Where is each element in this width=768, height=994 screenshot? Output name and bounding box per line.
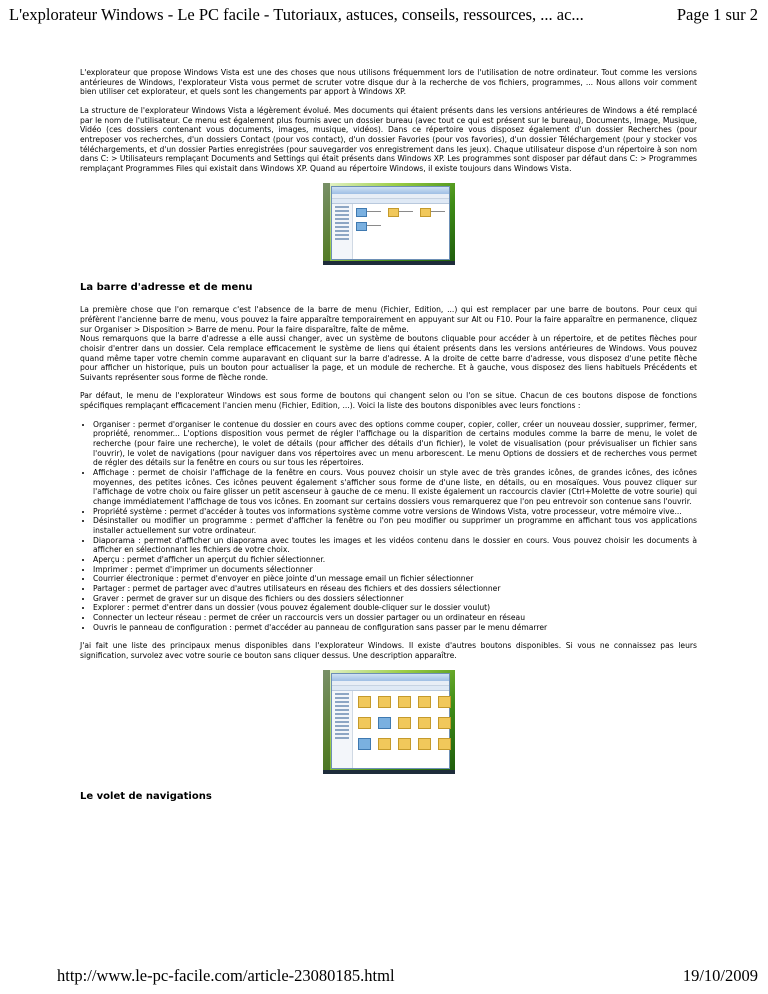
page-title: L'explorateur Windows - Le PC facile - Tutoriaux, astuces, conseils, ressources, ... ac...	[9, 5, 584, 24]
buttons-list	[80, 420, 697, 632]
list-item: • Imprimer : permet d'imprimer un documents sélectionner	[93, 565, 697, 575]
list-item: • Explorer : permet d'entrer dans un dossier (vous pouvez également double-cliquer sur le dossier voulut)	[93, 603, 697, 613]
print-header	[0, 0, 768, 28]
intro-paragraph-1: L'explorateur que propose Windows Vista est une des choses que nous utilisons fréquemment lors de l'utilisation de notre ordinateur. Tout comme les versions antérieures de Windows, l'explorateur Vista vous permet de scruter votre disque dur à la recherche de vos fichiers, programmes, ... Nous allons voir comment bien utiliser cet explorateur, et quels sont les changements par apport à Windows XP.	[80, 68, 697, 97]
list-item: • Propriété système : permet d'accéder à toutes vos informations système comme votre versions de Windows Vista, votre processeur, votre mémoire vive...	[93, 507, 697, 517]
intro-paragraph-2: La structure de l'explorateur Windows Vista a légèrement évolué. Mes documents qui étaient présents dans les versions antérieures de Windows a été remplacé par le nom de l'utilisateur. Ce menu est également plus fournis avec un dossier bureau (avec tout ce qui est présent sur le bureau), Documents, Image, Musique, Vidéo (ces dossiers contenant vous documents, images, musique, vidéos). Dans ce répertoire vous disposez également d'un dossier Recherches (pour entreposer vos recherches, d'un dossiers Contact (pour vos contact), d'un dossier Favories (pour vos favories), d'un dossier Téléchargement (pour y stocker vos téléchargements, et d'un dossier Parties enregistrées (pour sauvegarder vos enregistrement dans les jeux). Chaque utilisateur dispose d'un répertoire à son nom dans C: > Utilisateurs remplaçant Documents and Settings qui était présents dans Windows XP. Les programmes sont disposer par défaut dans C: > Programmes remplaçant Programmes Files qui existait dans Windows XP. Quand au répertoire Windows, il existe toujours dans Windows Vista.	[80, 105, 697, 173]
list-item: • Aperçu : permet d'afficher un aperçut du fichier sélectionner.	[93, 555, 697, 565]
list-item: • Partager : permet de partager avec d'autres utilisateurs en réseau des fichiers et des dossiers sélectionner	[93, 584, 697, 594]
list-item: • Connecter un lecteur réseau : permet de créer un raccourcis vers un dossier partager ou un ordinateur en réseau	[93, 613, 697, 623]
print-date: 19/10/2009	[682, 966, 758, 985]
page-url: http://www.le-pc-facile.com/article-23080185.html	[57, 966, 395, 985]
explorer-screenshot-image	[323, 183, 455, 265]
article-content	[80, 68, 697, 814]
list-item: • Affichage : permet de choisir l'affichage de la fenêtre en cours. Vous pouvez choisir un style avec de très grandes icônes, de grandes icônes, des icônes moyennes, des petites icônes. Ces icônes peuvent également s'afficher sous forme de d'une liste, en détails, ou en mosaïques. Vous pouvez cliquer sur l'affichage de votre choix ou faire glisser un petit ascenseur à gauche de ce menu. Il existe également un raccourcis clavier (Ctrl+Molette de votre sourie) qui change immédiatement l'affichage de tous vos icônes. En zoomant sur certains dossiers vous remarquerez que l'on peu entrevoir son contenue sans l'ouvrir.	[93, 468, 697, 507]
list-item: • Graver : permet de graver sur un disque des fichiers ou des dossiers sélectionner	[93, 594, 697, 604]
menus-summary-paragraph: J'ai fait une liste des principaux menus disponibles dans l'explorateur Windows. Il existe d'autres boutons disponibles. Si vous ne connaissez pas leurs signification, survolez avec votre sourie ce bouton sans cliquer dessus. Une description apparaître.	[80, 641, 697, 660]
print-footer	[0, 966, 768, 988]
list-item: • Courrier électronique : permet d'envoyer en pièce jointe d'un message email un fichier sélectionner	[93, 574, 697, 584]
explorer-icons-screenshot-image	[323, 670, 455, 774]
list-item: • Organiser : permet d'organiser le contenue du dossier en cours avec des options comme couper, copier, coller, créer un nouveau dossier, supprimer, fermer, propriété, renommer... L'options disposition vous permet de régler l'affichage ou la disparition de certains modules comme la barre de menu, le volet de recherche (pour faire une recherche), le volet de détails (pour afficher des détails d'un fichier), le volet de visualisation (pour prévisualiser un fichier sans l'ouvrir), le volet de navigations (pour naviguer dans vos répertoires avec un menu arborescent. Le menu Options de dossiers et de recherches vous permet de régler des détails sur la fenêtre en cours ou sur tous les répertoires.	[93, 420, 697, 468]
buttons-intro-paragraph: Par défaut, le menu de l'explorateur Windows est sous forme de boutons qui changent selon ou l'on se situe. Chacun de ces boutons dispose de fonctions spécifiques remplaçant efficacement l'ancien menu (Fichier, Edition, ...). Voici la liste des boutons disponibles avec leurs fonctions :	[80, 391, 697, 411]
page-number: Page 1 sur 2	[676, 5, 758, 24]
section-heading-address-bar: La barre d'adresse et de menu	[80, 281, 253, 293]
list-item: • Désinstaller ou modifier un programme : permet d'afficher la fenêtre ou l'on peu modifier ou supprimer un programme en affichant tous vos applications installer actuellement sur votre ordinateur.	[93, 516, 697, 535]
list-item: • Ouvris le panneau de configuration : permet d'accéder au panneau de configuration sans passer par le menu démarrer	[93, 623, 697, 633]
address-bar-paragraph: La première chose que l'on remarque c'est l'absence de la barre de menu (Fichier, Edition, ...) qui est remplacer par une barre de boutons. Pour ceux qui préfèrent l'ancienne barre de menu, vous pouvez la faire apparaître temporairement en appuyant sur Alt ou F10. Pour la faire apparaître en permanence, cliquez sur Organiser > Disposition > Barre de menu. Pour la faire disparaître, faîte de même. Nous remarquons que la barre d'adresse a elle aussi changer, avec un système de boutons cliquable pour accéder à un répertoire, et de petites flèches pour choisir d'entrer dans un dossier. Cela remplace efficacement le système de liens qui étaient présents dans les versions antérieures de Windows. Vous pouvez quand même taper votre chemin comme auparavant en cliquant sur la barre d'adresse. A la droite de cette barre d'adresse, vous disposez d'une petite flèche pour afficher un historique, puis un bouton pour actualiser la page, et un module de recherche. Et à gauche, vous disposez des liens habituels Précédents et Suivants représenter sous forme de flèche ronde.	[80, 305, 697, 382]
section-heading-navigation-pane: Le volet de navigations	[80, 790, 212, 802]
list-item: • Diaporama : permet d'afficher un diaporama avec toutes les images et les vidéos contenu dans le dossier en cours. Vous pouvez choisir les documents à afficher en sélectionnant les fichiers de votre choix.	[93, 536, 697, 555]
